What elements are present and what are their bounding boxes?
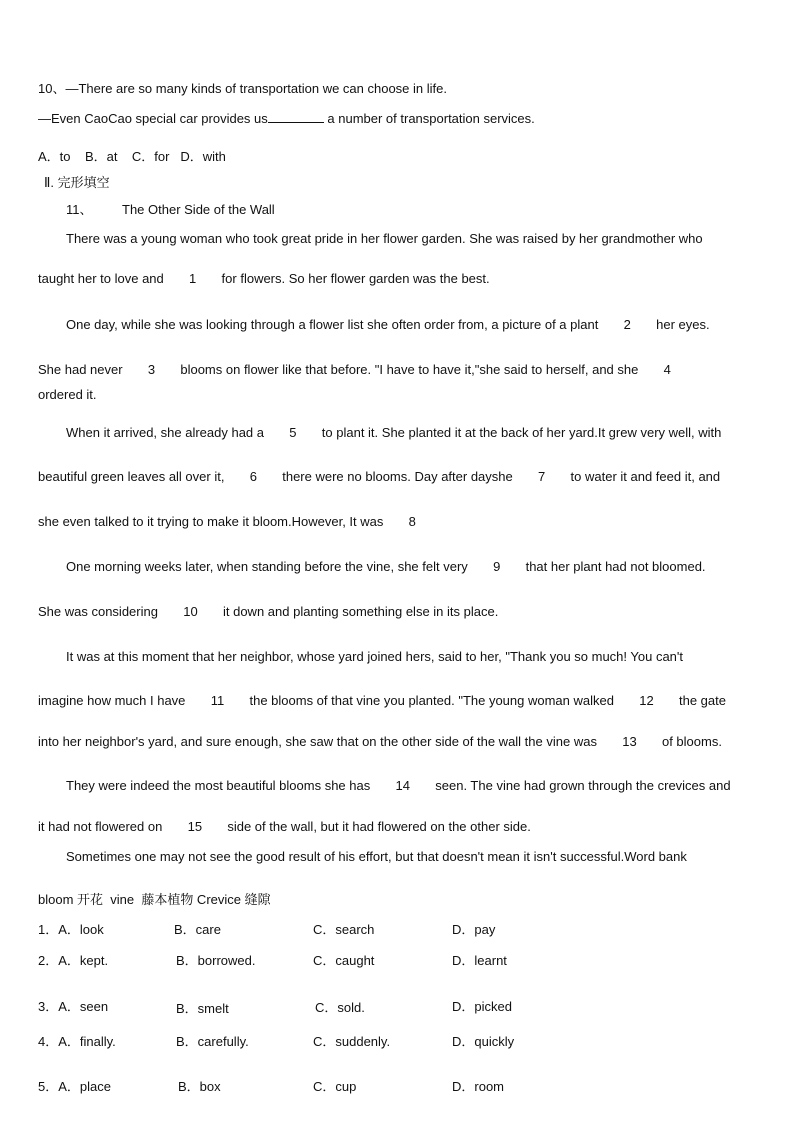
passage-line: One day, while she was looking through a flower list she often order from, a picture of a plant 2 her eyes. <box>66 317 710 332</box>
option-d: D．pay <box>452 922 496 937</box>
option-c: C．caught <box>313 953 375 968</box>
q10-response-end: a number of transportation services. <box>323 111 535 126</box>
passage-line: she even talked to it trying to make it bloom.However, It was 8 <box>38 514 416 529</box>
option-b: B．care <box>174 922 221 937</box>
q10-response <box>38 111 535 127</box>
option-b: B．smelt <box>176 1001 229 1016</box>
option-a: 4．A．finally. <box>38 1034 116 1049</box>
q11-number: 11、 <box>66 202 93 217</box>
passage-line: ordered it. <box>38 387 97 402</box>
passage-line: it had not flowered on 15 side of the wall, but it had flowered on the other side. <box>38 819 531 834</box>
passage-line: beautiful green leaves all over it, 6 there were no blooms. Day after dayshe 7 to water it and feed it, and <box>38 469 721 484</box>
passage-line: There was a young woman who took great pride in her flower garden. She was raised by her grandmother who <box>66 231 703 246</box>
option-b: B．carefully. <box>176 1034 249 1049</box>
passage-line: into her neighbor's yard, and sure enough, she saw that on the other side of the wall the vine was 13 of blooms. <box>38 734 722 749</box>
passage-line: taught her to love and 1 for flowers. So her flower garden was the best. <box>38 271 490 286</box>
passage-title: The Other Side of the Wall <box>122 202 275 217</box>
option-b: B．borrowed. <box>176 953 256 968</box>
option-d: D．learnt <box>452 953 507 968</box>
section-title: Ⅱ. 完形填空 <box>44 175 110 190</box>
option-b: B．box <box>178 1079 221 1094</box>
passage-line: One morning weeks later, when standing before the vine, she felt very 9 that her plant had not bloomed. <box>66 559 706 574</box>
option-a: 2．A．kept. <box>38 953 109 968</box>
passage-line: They were indeed the most beautiful blooms she has 14 seen. The vine had grown through the crevices and <box>66 778 731 793</box>
option-a: 3．A．seen <box>38 999 109 1014</box>
option-d: D．picked <box>452 999 512 1014</box>
option-d: D．room <box>452 1079 505 1094</box>
passage-line: She was considering 10 it down and planting something else in its place. <box>38 604 499 619</box>
option-a: 1．A．look <box>38 922 104 937</box>
passage-line: When it arrived, she already had a 5 to plant it. She planted it at the back of her yard.It grew very well, with <box>66 425 722 440</box>
option-c: C．sold. <box>315 1000 365 1015</box>
option-c: C．search <box>313 922 375 937</box>
q10-options: A．to B．at C．for D．with <box>38 149 226 164</box>
option-d: D．quickly <box>452 1034 515 1049</box>
q10-question: 10、—There are so many kinds of transportation we can choose in life. <box>38 81 447 96</box>
passage-line: imagine how much I have 11 the blooms of that vine you planted. "The young woman walked 12 the gate <box>38 693 726 708</box>
option-a: 5．A．place <box>38 1079 111 1094</box>
option-c: C．suddenly. <box>313 1034 391 1049</box>
option-c: C．cup <box>313 1079 357 1094</box>
q10-response-start: —Even CaoCao special car provides us <box>38 111 268 126</box>
passage-line: She had never 3 blooms on flower like that before. "I have to have it,"she said to herself, and she 4 <box>38 362 671 377</box>
q10-blank <box>268 111 324 123</box>
passage-line: Sometimes one may not see the good result of his effort, but that doesn't mean it isn't successful.Word bank <box>66 849 687 864</box>
passage-line: It was at this moment that her neighbor, whose yard joined hers, said to her, "Thank you so much! You can't <box>66 649 684 664</box>
word-bank: bloom 开花 vine 藤本植物 Crevice 缝隙 <box>38 892 271 907</box>
